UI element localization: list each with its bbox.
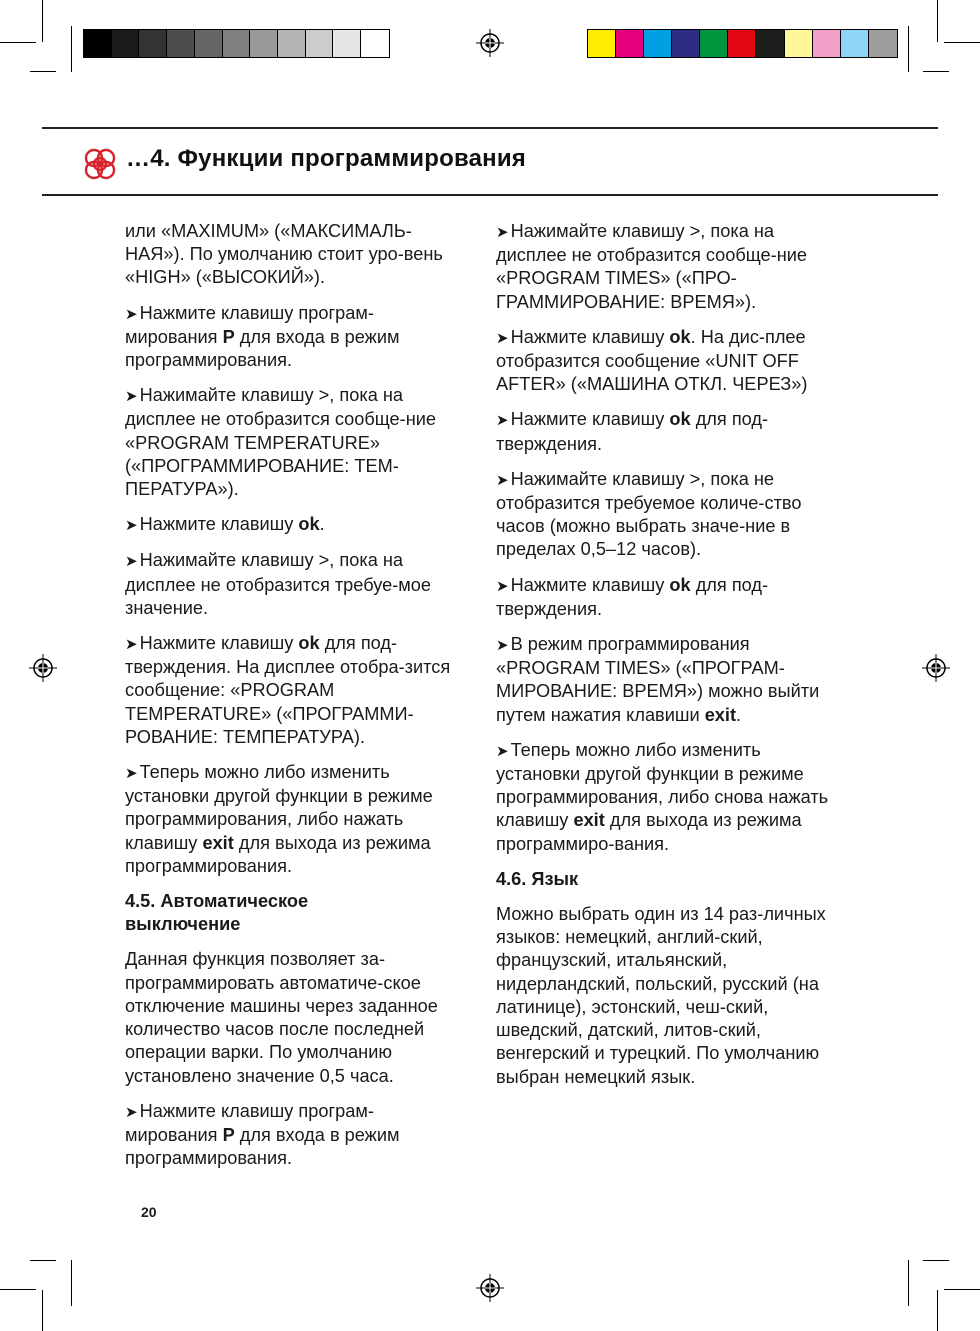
arrow-bullet-icon: ➤ — [125, 517, 138, 535]
paragraph-text: или «MAXIMUM» («МАКСИМАЛЬ-НАЯ»). По умолчанию стоит уро-вень «HIGH» («ВЫСОКИЙ»). — [125, 221, 443, 288]
color-swatch — [250, 30, 278, 57]
brand-logo-icon — [80, 146, 120, 182]
page-number: 20 — [141, 1204, 157, 1220]
color-swatch — [616, 30, 644, 57]
key-label: exit — [202, 832, 234, 853]
arrow-bullet-icon: ➤ — [496, 329, 509, 347]
step-text: Теперь можно либо изменить установки другой функции в режиме программирования, либо снова нажать клавишу — [496, 739, 829, 831]
step-text: В режим программирования «PROGRAM TIMES» («ПРОГРАМ-МИРОВАНИЕ: ВРЕМЯ») можно выйти путем нажатия клавиши — [496, 634, 820, 725]
arrow-bullet-icon: ➤ — [125, 1103, 138, 1121]
instruction-step — [496, 633, 831, 727]
color-swatch — [785, 30, 813, 57]
section-heading-4-5: 4.5. Автоматическое выключение — [125, 891, 309, 935]
color-swatch — [672, 30, 700, 57]
arrow-bullet-icon: ➤ — [125, 305, 138, 323]
color-swatch — [195, 30, 223, 57]
registration-mark-left — [29, 654, 57, 682]
step-text: Нажмите клавишу — [510, 326, 670, 347]
step-text: Нажимайте клавишу >, пока на дисплее не отобразится сообще-ние «PROGRAM TEMPERATURE» («ПРОГРАММИРОВАНИЕ: ТЕМ-ПЕРАТУРА»). — [125, 385, 437, 500]
instruction-step — [125, 384, 455, 501]
left-column — [125, 220, 455, 1182]
registration-mark-top — [476, 29, 504, 57]
key-label: ok — [669, 326, 691, 347]
instruction-step — [496, 408, 831, 455]
gray-calibration-strip — [83, 29, 390, 58]
color-swatch — [588, 30, 616, 57]
color-swatch — [223, 30, 251, 57]
color-swatch — [84, 30, 112, 57]
instruction-step — [496, 574, 831, 621]
color-swatch — [700, 30, 728, 57]
instruction-step — [496, 468, 831, 562]
color-swatch — [813, 30, 841, 57]
arrow-bullet-icon: ➤ — [125, 388, 138, 406]
instruction-step — [125, 549, 455, 620]
color-swatch — [167, 30, 195, 57]
page-title: …4. Функции программирования — [126, 145, 526, 172]
step-text: . — [736, 704, 742, 725]
step-text: Теперь можно либо изменить установки другой функции в режиме программирования, либо нажать клавишу — [125, 762, 433, 853]
arrow-bullet-icon: ➤ — [125, 553, 138, 571]
key-label: exit — [704, 704, 737, 725]
right-column — [496, 220, 831, 1101]
key-label: ok — [669, 574, 691, 595]
arrow-bullet-icon: ➤ — [496, 742, 509, 760]
key-label: ok — [298, 633, 320, 654]
step-text: Нажмите клавишу — [510, 409, 670, 430]
instruction-step — [496, 739, 831, 856]
arrow-bullet-icon: ➤ — [496, 224, 509, 241]
step-text: Нажимайте клавишу >, пока не отобразится требуемое количе-ство часов (можно выбрать значе-ние в пределах 0,5–12 часов). — [496, 468, 802, 560]
step-text: Нажмите клавишу — [510, 574, 670, 595]
key-label: ok — [669, 409, 691, 430]
color-swatch — [112, 30, 140, 57]
color-calibration-strip — [587, 29, 898, 58]
arrow-bullet-icon: ➤ — [496, 412, 509, 430]
step-text: для под-тверждения. — [496, 574, 769, 619]
color-swatch — [333, 30, 361, 57]
color-swatch — [869, 30, 897, 57]
paragraph — [125, 948, 455, 1087]
paragraph-text: Можно выбрать один из 14 раз-личных языков: немецкий, англий-ский, французский, итальянский, нидерландский, польский, русский (на латинице), эстонский, чеш-ский, шведский, датский, литов-ский, венгерский и турецкий. По умолчанию выбран немецкий язык. — [496, 904, 826, 1087]
color-swatch — [361, 30, 389, 57]
section-heading-4-6: 4.6. Язык — [496, 868, 579, 889]
step-text: для выхода из режима программирования. — [125, 832, 431, 876]
arrow-bullet-icon: ➤ — [125, 765, 138, 783]
paragraph — [496, 903, 831, 1089]
step-text: . На дис-плее отобразится сообщение «UNIT OFF AFTER» («МАШИНА ОТКЛ. ЧЕРЕЗ») — [496, 326, 808, 395]
instruction-step — [496, 220, 831, 314]
step-text: Нажмите клавишу — [139, 514, 299, 535]
registration-mark-bottom — [476, 1274, 504, 1302]
key-label: P — [222, 1124, 235, 1145]
header-top-rule — [42, 127, 938, 129]
instruction-step — [125, 632, 455, 749]
color-swatch — [841, 30, 869, 57]
instruction-step — [125, 761, 455, 878]
arrow-bullet-icon: ➤ — [496, 577, 509, 595]
color-swatch — [278, 30, 306, 57]
step-text: . — [319, 514, 325, 535]
paragraph — [125, 220, 455, 290]
step-text: Нажмите клавишу — [139, 633, 299, 654]
instruction-step — [125, 1100, 455, 1171]
step-text: Нажимайте клавишу >, пока на дисплее не отобразится требуе-мое значение. — [125, 550, 432, 618]
header-bottom-rule — [42, 194, 938, 196]
instruction-step — [125, 513, 455, 537]
color-swatch — [728, 30, 756, 57]
instruction-step — [496, 326, 831, 397]
color-swatch — [756, 30, 784, 57]
color-swatch — [139, 30, 167, 57]
color-swatch — [306, 30, 334, 57]
step-text: для выхода из режима программиро-вания. — [496, 810, 802, 854]
paragraph-text: Данная функция позволяет за-программировать автоматиче-ское отключение машины через заданное количество часов после последней операции варки. По умолчанию установлено значение 0,5 часа. — [125, 949, 438, 1086]
step-text: для под-тверждения. — [496, 409, 769, 454]
step-text: Нажмите клавишу програм-мирования — [125, 1100, 374, 1145]
instruction-step — [125, 302, 455, 373]
step-text: для входа в режим программирования. — [125, 326, 400, 371]
step-text: Нажимайте клавишу >, пока на дисплее не отобразится сообще-ние «PROGRAM TIMES» («ПРО-ГРАММИРОВАНИЕ: ВРЕМЯ»). — [496, 221, 808, 312]
step-text: Нажмите клавишу програм-мирования — [125, 302, 374, 347]
key-label: exit — [573, 810, 605, 831]
step-text: для входа в режим программирования. — [125, 1124, 400, 1169]
arrow-bullet-icon: ➤ — [496, 471, 509, 489]
key-label: P — [222, 326, 235, 347]
key-label: ok — [298, 514, 320, 535]
registration-mark-right — [922, 654, 950, 682]
color-swatch — [644, 30, 672, 57]
arrow-bullet-icon: ➤ — [125, 636, 138, 654]
step-text: для под-тверждения. На дисплее отобра-зится сообщение: «PROGRAM TEMPERATURE» («ПРОГРАММИ-РОВАНИЕ: ТЕМПЕРАТУРА). — [125, 633, 451, 747]
arrow-bullet-icon: ➤ — [496, 637, 509, 655]
